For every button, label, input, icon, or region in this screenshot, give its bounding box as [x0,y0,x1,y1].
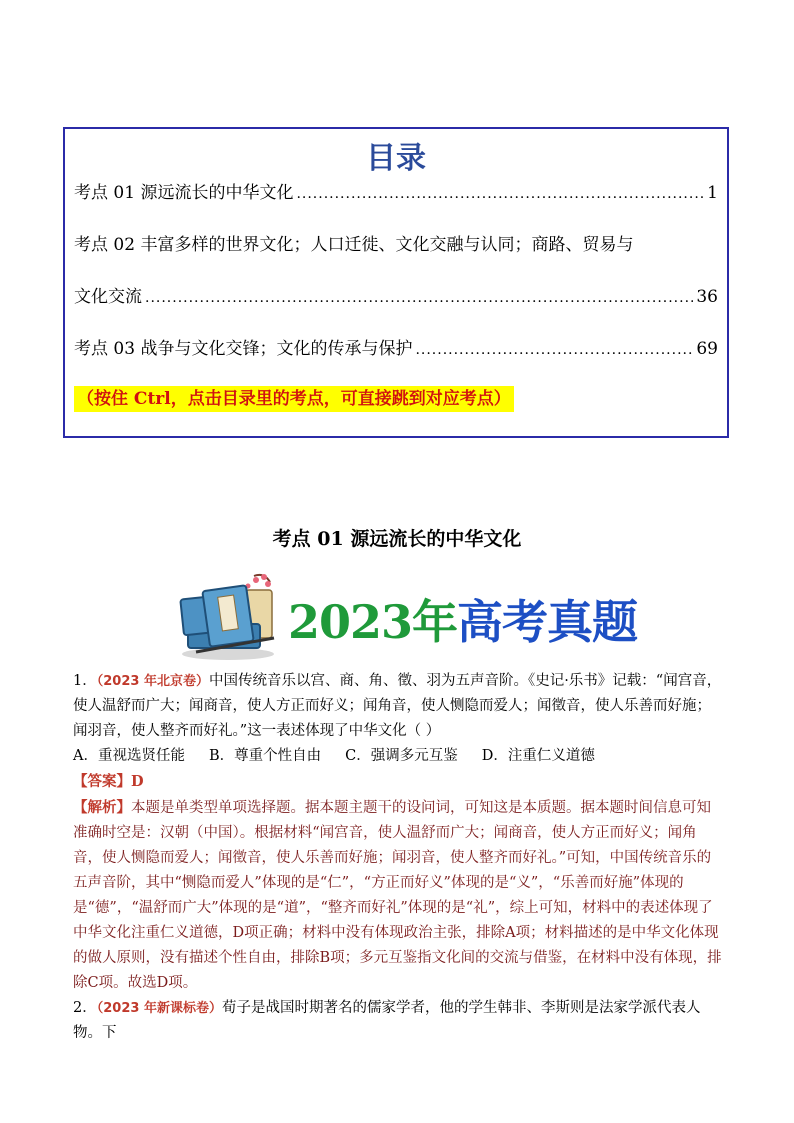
toc-page-number: 69 [696,339,718,359]
toc-title: 目录 [366,141,426,176]
question-source: （2023 年新课标卷） [96,1001,222,1016]
toc-item-2-line2[interactable] [74,286,718,309]
toc-item-3[interactable] [74,338,718,361]
toc-item-label: 考点 01 源远流长的中华文化 [74,183,294,203]
option-d: D．注重仁义道德 [481,748,595,764]
question-stem [73,669,725,744]
option-a: A．重视选贤任能 [73,748,185,764]
toc-item-label: 考点 02 丰富多样的世界文化；人口迁徙、文化交融与认同；商路、贸易与 [74,235,634,255]
toc-page-number: 1 [707,183,718,203]
exam-banner [176,572,638,662]
answer-line [73,769,725,795]
toc-leader-dots [145,287,693,309]
toc-leader-dots [415,339,693,361]
analysis-label: 【解析】 [73,799,131,816]
book-stack-icon [176,572,286,662]
answer-value: D [131,773,144,790]
toc-item-label: 考点 03 战争与文化交锋；文化的传承与保护 [74,339,413,359]
question-text: 荀子是战国时期著名的儒家学者，他的学生韩非、李斯则是法家学派代表人物。下 [73,1000,701,1041]
question-number: 2． [73,1000,97,1016]
question-text: 中国传统音乐以宫、商、角、徵、羽为五声音阶。《史记·乐书》记载：“闻宫音，使人温舒而广大；闻商音，使人方正而好义；闻角音，使人恻隐而爱人；闻徵音，使人乐善而好施；闻羽音，使人整齐而好礼。”这一表述体现了中华文化（ ） [73,673,722,739]
option-c: C．强调多元互鉴 [345,748,458,764]
banner-title [288,586,637,652]
toc-leader-dots [296,183,704,205]
banner-year: 2023年 [288,595,458,649]
toc-hint-note: （按住 Ctrl，点击目录里的考点，可直接跳到对应考点） [74,386,514,412]
table-of-contents [63,127,729,438]
toc-item-1[interactable] [74,182,718,205]
toc-page-number: 36 [696,287,718,307]
banner-subtitle: 高考真题 [457,595,638,649]
toc-item-label: 文化交流 [74,287,142,307]
toc-item-2-line1[interactable] [74,234,718,256]
section-heading: 考点 01 源远流长的中华文化 [272,528,522,550]
analysis-paragraph [73,795,725,996]
answer-label: 【答案】 [73,773,131,790]
question-1 [73,669,725,1046]
question-options [73,744,725,769]
question-number: 1． [73,673,97,689]
option-b: B．尊重个性自由 [208,748,322,764]
question-source: （2023 年北京卷） [96,674,209,689]
question-2 [73,996,725,1046]
analysis-text: 本题是单类型单项选择题。据本题主题干的设问词，可知这是本质题。据本题时间信息可知准确时空是：汉朝（中国）。根据材料“闻宫音，使人温舒而广大；闻商音，使人方正而好义；闻角音，使人恻隐而爱人；闻徵音，使人乐善而好施；闻羽音，使人整齐而好礼。”可知，中国传统音乐的五声音阶，其中“恻隐而爱人”体现的是“仁”，“方正而好义”体现的是“义”，“乐善而好施”体现的是“德”，“温舒而广大”体现的是“道”，“整齐而好礼”体现的是“礼”，综上可知，材料中的表述体现了中华文化注重仁义道德，D项正确；材料中没有体现政治主张，排除A项；材料描述的是中华文化体现的做人原则，没有描述个性自由，排除B项；多元互鉴指文化间的交流与借鉴，在材料中没有体现，排除C项。故选D项。 [73,800,722,991]
